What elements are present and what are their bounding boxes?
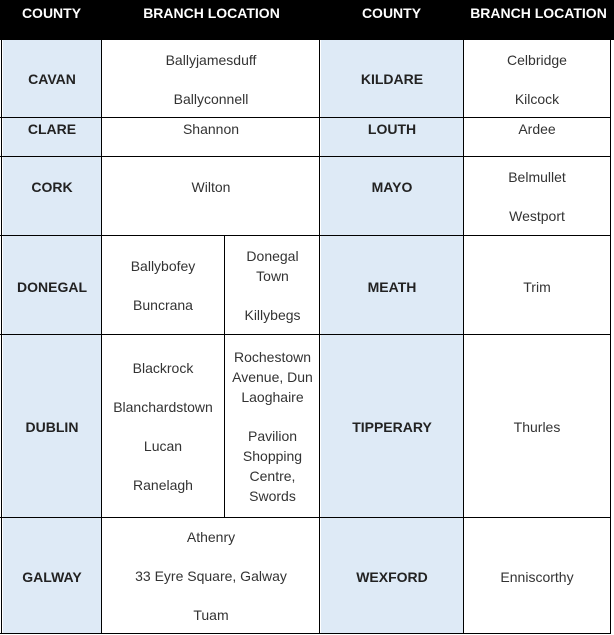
location-cell-donegal-b [225,236,320,335]
location-athenry: Athenry [186,528,236,545]
grid-line [224,235,225,518]
header-location-right: BRANCH LOCATION [463,0,614,40]
location-cell-louth [464,118,610,157]
location-thurles: Thurles [513,418,561,435]
location-ranelagh: Ranelagh [133,477,193,493]
location-cell-donegal-a [102,236,224,335]
grid-line [101,40,102,634]
header-county-right: COUNTY [320,0,463,40]
location-killybegs: Killybegs [244,307,301,323]
location-cell-kildare [464,40,610,118]
header-location-left: BRANCH LOCATION [103,0,320,40]
grid-line [319,40,320,634]
location-blanchardstown: Blanchardstown [113,399,213,415]
county-louth: LOUTH [321,118,463,157]
county-cork: CORK [3,157,101,236]
location-cell-cavan [102,40,320,118]
location-cell-meath [464,236,610,335]
grid-line [0,633,611,634]
county-dublin: DUBLIN [3,335,101,518]
county-meath: MEATH [321,236,463,335]
grid-line [463,40,464,634]
location-cell-galway [102,518,320,633]
grid-line [0,517,611,518]
location-ballyconnell: Ballyconnell [173,90,249,107]
location-pavilion-line1: Pavilion [247,428,298,444]
location-cell-mayo [464,157,610,236]
location-cell-dublin-b [225,335,320,518]
county-donegal: DONEGAL [3,236,101,335]
location-eyre-square: 33 Eyre Square, Galway [135,567,287,584]
location-kilcock: Kilcock [514,90,560,107]
location-cell-clare [102,118,320,157]
county-mayo: MAYO [321,157,463,236]
location-trim: Trim [523,279,551,295]
location-cell-cork [102,157,320,236]
location-buncrana: Buncrana [133,297,193,313]
location-westport: Westport [509,208,565,224]
grid-line [610,40,611,634]
location-rochestown-line2: Avenue, Dun [232,369,313,385]
location-cell-wexford [464,518,610,633]
location-ballybofey: Ballybofey [130,258,196,274]
location-enniscorthy: Enniscorthy [500,568,574,585]
location-ballyjamesduff: Ballyjamesduff [165,51,257,68]
location-rochestown-line3: Laoghaire [241,389,304,405]
location-belmullet: Belmullet [508,169,566,185]
location-ardee: Ardee [518,121,556,137]
location-donegal-town-line2: Town [256,268,289,284]
county-clare: CLARE [3,118,101,157]
location-lucan: Lucan [143,438,183,454]
location-cell-tipperary [464,335,610,518]
county-galway: GALWAY [3,518,101,633]
location-celbridge: Celbridge [507,51,567,68]
grid-line [0,156,611,157]
location-donegal-town-line1: Donegal [246,248,299,264]
county-tipperary: TIPPERARY [321,335,463,518]
county-wexford: WEXFORD [321,518,463,633]
location-cell-dublin-a [102,335,224,518]
location-blackrock: Blackrock [132,360,194,376]
county-cavan: CAVAN [3,40,101,118]
location-shannon: Shannon [182,121,240,137]
location-wilton: Wilton [191,179,231,195]
grid-line [0,235,611,236]
location-pavilion-line2: Shopping [242,448,303,464]
grid-line [0,334,611,335]
location-pavilion-line3: Centre, [249,468,296,484]
location-rochestown-line1: Rochestown [233,349,312,365]
grid-line [1,40,2,634]
county-kildare: KILDARE [321,40,463,118]
location-pavilion-line4: Swords [249,488,296,504]
header-county-left: COUNTY [0,0,103,40]
grid-line [0,117,611,118]
location-tuam: Tuam [193,606,229,623]
